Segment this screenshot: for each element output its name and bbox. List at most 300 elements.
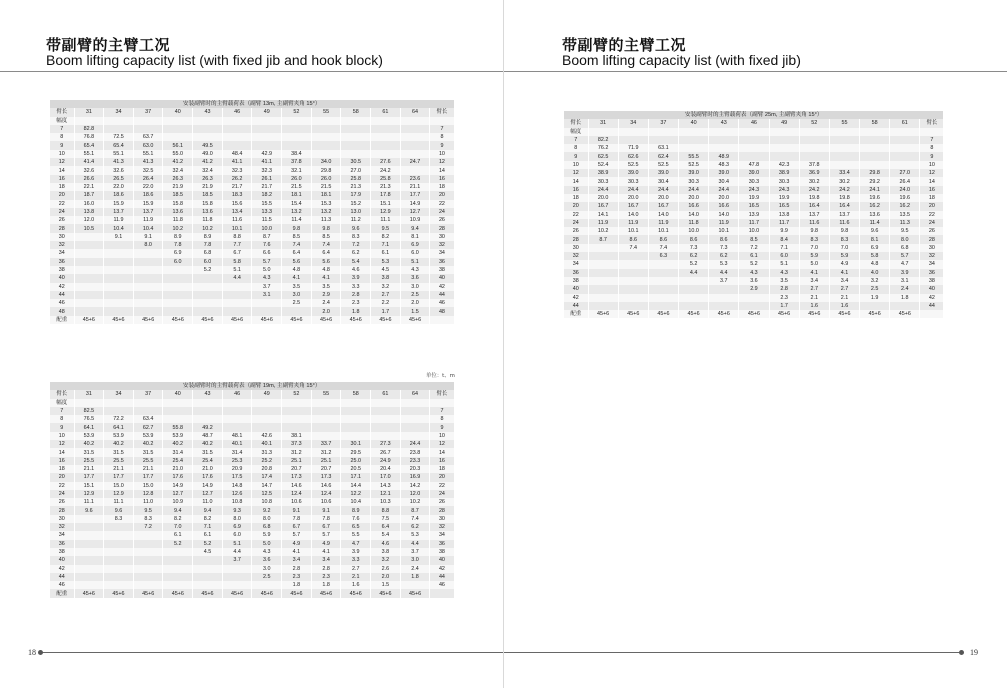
capacity-cell: 37.8 <box>282 158 312 166</box>
capacity-cell: 30.3 <box>618 177 648 185</box>
capacity-cell: 4.1 <box>799 269 829 277</box>
capacity-cell <box>133 258 163 266</box>
capacity-cell: 15.5 <box>252 200 282 208</box>
table-row <box>50 307 454 315</box>
capacity-cell: 52.5 <box>679 161 709 169</box>
table-row <box>564 211 944 219</box>
capacity-cell: 9.8 <box>829 227 859 235</box>
radius-value: 9 <box>50 141 74 149</box>
counterweight-value: 45+6 <box>341 589 371 597</box>
counterweight-value: 45+6 <box>104 316 134 324</box>
counterweight-label: 配重 <box>564 310 588 318</box>
capacity-cell: 25.5 <box>74 457 104 465</box>
capacity-cell: 33.4 <box>829 169 859 177</box>
radius-value-right: 28 <box>920 235 944 243</box>
radius-value: 42 <box>50 283 74 291</box>
capacity-cell: 2.3 <box>769 294 799 302</box>
capacity-cell: 14.0 <box>709 211 739 219</box>
capacity-cell: 21.3 <box>341 183 371 191</box>
counterweight-row <box>564 310 944 318</box>
capacity-cell <box>74 233 104 241</box>
capacity-cell: 47.8 <box>739 161 769 169</box>
capacity-cell: 10.2 <box>163 224 193 232</box>
capacity-cell <box>252 581 282 589</box>
capacity-cell: 48.1 <box>222 432 252 440</box>
boom-length-label: 臂长 <box>50 390 74 398</box>
capacity-cell <box>163 307 193 315</box>
radius-value: 16 <box>50 175 74 183</box>
boom-length-header: 34 <box>104 108 134 116</box>
capacity-cell: 76.2 <box>588 144 618 152</box>
capacity-cell: 82.8 <box>74 125 104 133</box>
radius-value: 40 <box>50 274 74 282</box>
capacity-cell <box>371 415 401 423</box>
radius-label: 幅度 <box>50 117 74 125</box>
capacity-cell: 8.6 <box>709 235 739 243</box>
capacity-cell: 21.5 <box>311 183 341 191</box>
capacity-cell: 23.3 <box>400 457 430 465</box>
capacity-cell: 32.3 <box>252 166 282 174</box>
capacity-cell: 8.9 <box>193 233 223 241</box>
capacity-cell <box>252 307 282 315</box>
radius-value: 46 <box>50 581 74 589</box>
capacity-cell: 9.4 <box>163 506 193 514</box>
capacity-cell: 10.9 <box>400 216 430 224</box>
capacity-cell: 7.4 <box>282 241 312 249</box>
boom-length-header: 52 <box>799 119 829 127</box>
capacity-cell: 8.0 <box>222 515 252 523</box>
table-row <box>564 136 944 144</box>
capacity-cell: 16.7 <box>648 202 678 210</box>
capacity-cell <box>618 269 648 277</box>
capacity-cell: 30.4 <box>709 177 739 185</box>
capacity-cell: 13.7 <box>829 211 859 219</box>
capacity-cell: 6.0 <box>163 258 193 266</box>
capacity-cell <box>133 291 163 299</box>
radius-value-right: 24 <box>430 490 454 498</box>
capacity-cell: 32.5 <box>133 166 163 174</box>
capacity-cell: 5.1 <box>222 266 252 274</box>
capacity-cell <box>400 581 430 589</box>
capacity-cell: 52.5 <box>618 161 648 169</box>
capacity-cell: 16.0 <box>74 200 104 208</box>
capacity-cell: 3.6 <box>252 556 282 564</box>
capacity-cell <box>222 407 252 415</box>
capacity-cell: 26.0 <box>282 175 312 183</box>
capacity-cell: 5.6 <box>311 258 341 266</box>
capacity-cell: 55.1 <box>74 150 104 158</box>
capacity-cell: 7.4 <box>400 515 430 523</box>
radius-value-right: 14 <box>920 177 944 185</box>
table-row <box>50 457 454 465</box>
capacity-cell: 26.0 <box>311 175 341 183</box>
capacity-cell: 8.8 <box>371 506 401 514</box>
capacity-cell: 14.9 <box>400 200 430 208</box>
capacity-cell: 8.0 <box>890 235 920 243</box>
capacity-cell: 25.3 <box>222 457 252 465</box>
capacity-cell: 20.0 <box>679 194 709 202</box>
capacity-cell <box>222 581 252 589</box>
radius-value: 26 <box>50 498 74 506</box>
radius-value: 22 <box>50 482 74 490</box>
radius-value-right: 18 <box>430 183 454 191</box>
capacity-cell: 29.8 <box>311 166 341 174</box>
capacity-cell: 53.9 <box>163 432 193 440</box>
capacity-cell <box>133 274 163 282</box>
capacity-cell: 11.6 <box>222 216 252 224</box>
capacity-cell: 21.1 <box>74 465 104 473</box>
capacity-cell <box>829 152 859 160</box>
header-row <box>50 390 454 398</box>
capacity-cell: 55.1 <box>104 150 134 158</box>
capacity-cell: 31.5 <box>104 448 134 456</box>
radius-value: 36 <box>50 258 74 266</box>
capacity-cell: 6.4 <box>311 249 341 257</box>
capacity-cell: 11.5 <box>252 216 282 224</box>
capacity-table <box>50 100 455 324</box>
radius-value-right: 38 <box>430 266 454 274</box>
capacity-cell: 4.4 <box>222 274 252 282</box>
capacity-table-jib-25m <box>564 111 944 318</box>
capacity-cell <box>679 136 709 144</box>
capacity-cell <box>709 285 739 293</box>
capacity-cell: 10.8 <box>222 498 252 506</box>
capacity-cell <box>860 161 890 169</box>
capacity-cell: 14.9 <box>163 482 193 490</box>
capacity-cell <box>282 133 312 141</box>
capacity-cell: 21.0 <box>193 465 223 473</box>
capacity-cell: 11.8 <box>679 219 709 227</box>
capacity-cell: 64.1 <box>74 423 104 431</box>
capacity-cell: 12.7 <box>400 208 430 216</box>
capacity-cell: 6.4 <box>371 523 401 531</box>
capacity-cell: 48.9 <box>709 152 739 160</box>
capacity-cell: 4.9 <box>829 260 859 268</box>
capacity-cell: 4.3 <box>400 266 430 274</box>
capacity-cell <box>371 125 401 133</box>
capacity-cell: 6.1 <box>371 249 401 257</box>
radius-value-right: 40 <box>920 285 944 293</box>
capacity-cell: 49.0 <box>193 150 223 158</box>
capacity-cell <box>133 299 163 307</box>
capacity-cell: 9.6 <box>860 227 890 235</box>
radius-value: 20 <box>50 191 74 199</box>
capacity-cell: 1.7 <box>769 302 799 310</box>
capacity-cell <box>618 277 648 285</box>
table-row <box>564 161 944 169</box>
capacity-cell: 4.1 <box>282 274 312 282</box>
capacity-cell: 15.9 <box>133 200 163 208</box>
capacity-cell: 24.3 <box>739 186 769 194</box>
capacity-cell: 20.7 <box>282 465 312 473</box>
capacity-cell <box>104 540 134 548</box>
table-row <box>564 260 944 268</box>
counterweight-value: 45+6 <box>133 316 163 324</box>
table-row <box>564 235 944 243</box>
footer-rule <box>504 652 959 653</box>
capacity-cell <box>74 581 104 589</box>
capacity-cell: 5.0 <box>252 540 282 548</box>
capacity-cell: 11.1 <box>104 498 134 506</box>
radius-value: 10 <box>50 150 74 158</box>
radius-value-right: 12 <box>430 440 454 448</box>
capacity-cell: 3.3 <box>341 556 371 564</box>
capacity-cell: 7.1 <box>769 244 799 252</box>
capacity-cell: 13.6 <box>860 211 890 219</box>
radius-value: 26 <box>50 216 74 224</box>
table-row <box>50 515 454 523</box>
capacity-cell: 15.2 <box>341 200 371 208</box>
boom-length-header: 46 <box>222 108 252 116</box>
capacity-cell: 40.2 <box>133 440 163 448</box>
capacity-cell: 16.6 <box>709 202 739 210</box>
capacity-cell: 63.4 <box>133 415 163 423</box>
radius-value-right: 32 <box>920 252 944 260</box>
capacity-cell <box>193 133 223 141</box>
capacity-cell: 21.3 <box>371 183 401 191</box>
capacity-cell: 11.9 <box>133 216 163 224</box>
capacity-cell <box>311 407 341 415</box>
capacity-cell <box>709 302 739 310</box>
capacity-cell <box>163 573 193 581</box>
radius-value: 12 <box>50 158 74 166</box>
capacity-cell: 10.6 <box>282 498 312 506</box>
capacity-cell <box>311 133 341 141</box>
radius-label: 幅度 <box>50 399 74 407</box>
radius-value: 10 <box>50 432 74 440</box>
capacity-cell: 13.3 <box>252 208 282 216</box>
capacity-cell: 27.0 <box>341 166 371 174</box>
capacity-cell <box>400 166 430 174</box>
radius-value: 12 <box>564 169 588 177</box>
capacity-cell <box>618 136 648 144</box>
capacity-cell <box>193 407 223 415</box>
capacity-cell: 9.4 <box>193 506 223 514</box>
capacity-cell: 6.6 <box>252 249 282 257</box>
right-page <box>504 0 1007 688</box>
capacity-cell: 4.9 <box>311 540 341 548</box>
radius-value: 32 <box>50 241 74 249</box>
table-row <box>564 219 944 227</box>
capacity-cell: 20.0 <box>709 194 739 202</box>
capacity-cell <box>133 266 163 274</box>
table-row <box>50 440 454 448</box>
capacity-cell: 2.3 <box>311 573 341 581</box>
capacity-cell: 21.7 <box>252 183 282 191</box>
capacity-cell: 12.0 <box>74 216 104 224</box>
capacity-cell: 3.9 <box>341 274 371 282</box>
capacity-cell <box>193 283 223 291</box>
capacity-cell <box>133 307 163 315</box>
counterweight-label: 配重 <box>50 316 74 324</box>
capacity-cell: 39.0 <box>618 169 648 177</box>
capacity-cell: 7.3 <box>679 244 709 252</box>
capacity-cell <box>252 415 282 423</box>
capacity-cell: 21.0 <box>163 465 193 473</box>
capacity-cell: 17.7 <box>74 473 104 481</box>
capacity-cell: 40.2 <box>163 440 193 448</box>
table-row <box>50 432 454 440</box>
counterweight-value: 45+6 <box>252 589 282 597</box>
capacity-cell: 5.8 <box>222 258 252 266</box>
capacity-cell: 38.9 <box>588 169 618 177</box>
capacity-cell: 20.7 <box>311 465 341 473</box>
capacity-cell: 5.2 <box>163 540 193 548</box>
radius-value: 7 <box>50 125 74 133</box>
capacity-cell: 7.4 <box>648 244 678 252</box>
capacity-cell: 8.5 <box>311 233 341 241</box>
capacity-cell <box>193 125 223 133</box>
capacity-cell: 17.6 <box>193 473 223 481</box>
capacity-cell: 14.0 <box>648 211 678 219</box>
capacity-cell: 30.3 <box>679 177 709 185</box>
capacity-cell: 71.9 <box>618 144 648 152</box>
capacity-cell <box>799 152 829 160</box>
radius-value-right: 30 <box>430 233 454 241</box>
capacity-cell: 13.7 <box>799 211 829 219</box>
capacity-cell: 20.8 <box>252 465 282 473</box>
capacity-cell <box>222 299 252 307</box>
capacity-cell: 5.1 <box>769 260 799 268</box>
boom-length-header: 52 <box>282 390 312 398</box>
capacity-cell: 7.5 <box>371 515 401 523</box>
capacity-cell: 11.1 <box>371 216 401 224</box>
radius-value: 44 <box>50 291 74 299</box>
capacity-cell <box>74 515 104 523</box>
capacity-cell: 8.2 <box>371 233 401 241</box>
capacity-cell: 12.0 <box>400 490 430 498</box>
radius-value-right: 9 <box>430 423 454 431</box>
capacity-cell: 11.6 <box>829 219 859 227</box>
capacity-cell: 11.8 <box>193 216 223 224</box>
capacity-cell: 7.6 <box>341 515 371 523</box>
capacity-cell <box>74 531 104 539</box>
boom-length-header: 37 <box>133 108 163 116</box>
capacity-cell <box>74 540 104 548</box>
capacity-cell <box>104 307 134 315</box>
capacity-cell: 2.7 <box>799 285 829 293</box>
capacity-cell: 7.2 <box>739 244 769 252</box>
capacity-cell: 55.8 <box>163 423 193 431</box>
capacity-cell: 11.8 <box>163 216 193 224</box>
radius-value: 34 <box>564 260 588 268</box>
capacity-cell: 82.2 <box>588 136 618 144</box>
capacity-cell: 8.5 <box>739 235 769 243</box>
capacity-table <box>564 111 944 318</box>
capacity-cell: 17.7 <box>104 473 134 481</box>
capacity-cell: 10.1 <box>709 227 739 235</box>
capacity-cell <box>104 531 134 539</box>
capacity-cell: 18.5 <box>193 191 223 199</box>
capacity-cell: 5.3 <box>400 531 430 539</box>
capacity-cell: 5.5 <box>341 531 371 539</box>
radius-value: 46 <box>50 299 74 307</box>
capacity-cell <box>252 407 282 415</box>
counterweight-value: 45+6 <box>104 589 134 597</box>
capacity-cell <box>860 302 890 310</box>
capacity-cell <box>648 302 678 310</box>
capacity-cell <box>709 136 739 144</box>
capacity-cell: 3.3 <box>341 283 371 291</box>
capacity-cell <box>222 423 252 431</box>
capacity-cell: 5.2 <box>193 540 223 548</box>
counterweight-value: 45+6 <box>222 589 252 597</box>
capacity-cell: 6.2 <box>341 249 371 257</box>
radius-value-right: 48 <box>430 307 454 315</box>
capacity-cell <box>193 291 223 299</box>
capacity-cell: 10.5 <box>74 224 104 232</box>
capacity-cell: 8.3 <box>104 515 134 523</box>
capacity-cell: 7.8 <box>193 241 223 249</box>
radius-value-right: 26 <box>430 498 454 506</box>
capacity-cell: 4.6 <box>341 266 371 274</box>
table-row <box>50 141 454 149</box>
boom-length-header: 31 <box>588 119 618 127</box>
capacity-cell: 11.7 <box>739 219 769 227</box>
table-row <box>50 258 454 266</box>
capacity-cell: 64.1 <box>104 423 134 431</box>
capacity-cell <box>799 144 829 152</box>
capacity-cell: 10.0 <box>679 227 709 235</box>
capacity-cell: 1.8 <box>282 581 312 589</box>
capacity-cell: 3.4 <box>311 556 341 564</box>
capacity-cell <box>679 144 709 152</box>
capacity-cell: 12.2 <box>341 490 371 498</box>
radius-value-right: 22 <box>430 482 454 490</box>
capacity-cell: 1.8 <box>400 573 430 581</box>
capacity-cell: 13.9 <box>739 211 769 219</box>
header-row <box>50 108 454 116</box>
capacity-cell: 17.5 <box>222 473 252 481</box>
table-row <box>564 302 944 310</box>
capacity-cell: 40.2 <box>193 440 223 448</box>
capacity-cell: 3.1 <box>890 277 920 285</box>
capacity-cell <box>133 283 163 291</box>
capacity-cell <box>163 565 193 573</box>
capacity-cell: 4.7 <box>890 260 920 268</box>
capacity-table <box>50 382 455 598</box>
capacity-cell <box>104 125 134 133</box>
capacity-cell <box>163 407 193 415</box>
boom-length-header: 49 <box>252 390 282 398</box>
boom-length-header: 49 <box>252 108 282 116</box>
capacity-cell: 8.9 <box>163 233 193 241</box>
capacity-cell <box>193 565 223 573</box>
capacity-cell: 29.8 <box>860 169 890 177</box>
capacity-cell: 18.1 <box>282 191 312 199</box>
capacity-cell: 3.8 <box>371 548 401 556</box>
counterweight-value: 45+6 <box>400 589 430 597</box>
capacity-cell: 2.3 <box>282 573 312 581</box>
capacity-cell: 33.7 <box>311 440 341 448</box>
capacity-cell: 2.7 <box>371 291 401 299</box>
capacity-cell: 31.2 <box>311 448 341 456</box>
header-rule <box>0 71 503 72</box>
capacity-cell <box>133 548 163 556</box>
capacity-cell: 7.3 <box>709 244 739 252</box>
capacity-cell: 18.2 <box>252 191 282 199</box>
capacity-cell <box>104 299 134 307</box>
capacity-cell: 9.1 <box>104 233 134 241</box>
capacity-cell <box>74 548 104 556</box>
capacity-cell <box>74 291 104 299</box>
capacity-cell <box>193 573 223 581</box>
capacity-cell: 1.9 <box>860 294 890 302</box>
capacity-cell: 3.4 <box>282 556 312 564</box>
table-row <box>50 274 454 282</box>
radius-value: 16 <box>564 186 588 194</box>
counterweight-value: 45+6 <box>799 310 829 318</box>
